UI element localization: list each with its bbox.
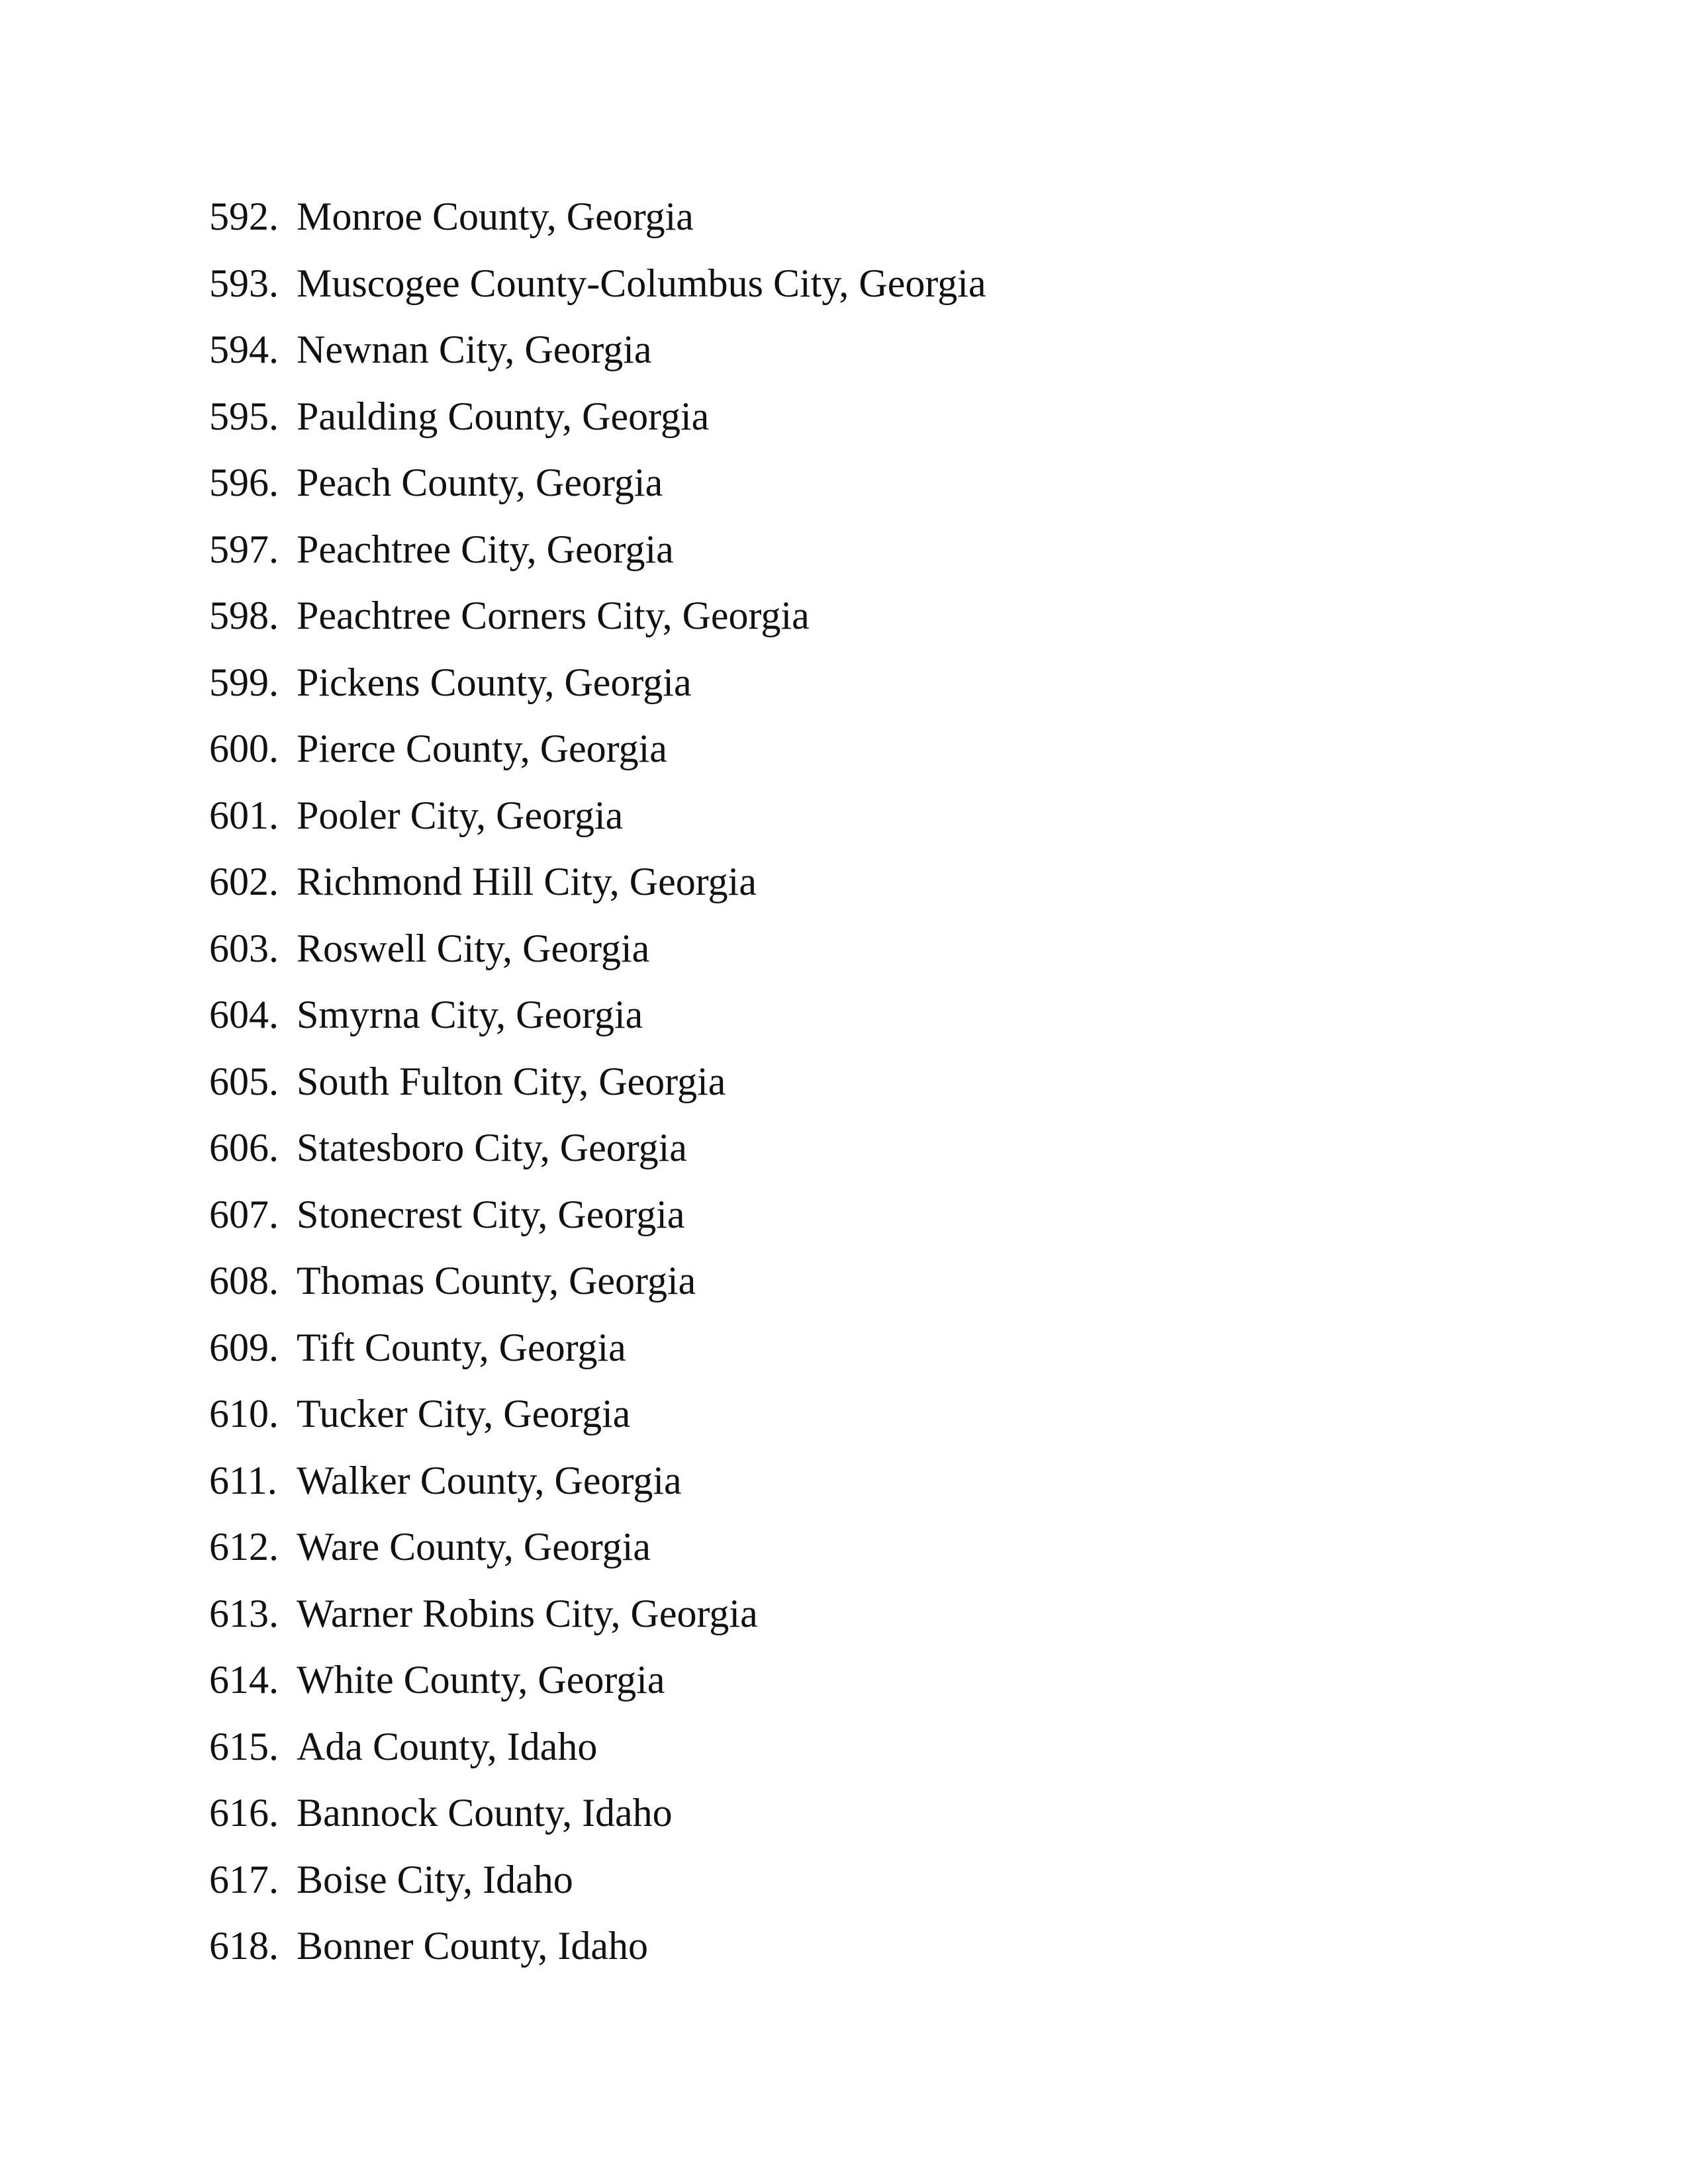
list-item bbox=[209, 462, 986, 529]
list-item bbox=[209, 1659, 986, 1726]
list-item bbox=[209, 861, 986, 928]
list-item-text: Ware County, Georgia bbox=[297, 1525, 651, 1569]
list-item-number: 599. bbox=[209, 660, 279, 704]
list-item-text: Newnan City, Georgia bbox=[297, 328, 652, 371]
list-item-text: South Fulton City, Georgia bbox=[297, 1059, 726, 1103]
list-item-number: 606. bbox=[209, 1126, 279, 1169]
list-item bbox=[209, 1792, 986, 1859]
list-item-text: Bannock County, Idaho bbox=[297, 1791, 673, 1835]
list-item bbox=[209, 1460, 986, 1527]
list-item-number: 595. bbox=[209, 394, 279, 438]
list-item-number: 618. bbox=[209, 1924, 279, 1968]
list-item-number: 613. bbox=[209, 1591, 279, 1635]
list-item-number: 593. bbox=[209, 261, 279, 305]
list-item-number: 600. bbox=[209, 727, 279, 770]
list-item-number: 604. bbox=[209, 993, 279, 1036]
list-item-number: 601. bbox=[209, 793, 279, 837]
list-item bbox=[209, 728, 986, 795]
list-item-text: Tucker City, Georgia bbox=[297, 1392, 631, 1435]
list-item-text: Richmond Hill City, Georgia bbox=[297, 860, 757, 903]
list-item-text: Peachtree City, Georgia bbox=[297, 527, 674, 571]
list-item bbox=[209, 396, 986, 463]
list-item-number: 617. bbox=[209, 1857, 279, 1901]
list-item-number: 603. bbox=[209, 926, 279, 970]
list-item-text: Bonner County, Idaho bbox=[297, 1924, 649, 1968]
list-item-text: Roswell City, Georgia bbox=[297, 926, 650, 970]
list-item bbox=[209, 1859, 986, 1926]
list-item-number: 598. bbox=[209, 594, 279, 637]
list-item-number: 609. bbox=[209, 1325, 279, 1369]
list-item-number: 612. bbox=[209, 1525, 279, 1569]
list-item bbox=[209, 329, 986, 396]
list-item-text: Smyrna City, Georgia bbox=[297, 993, 643, 1036]
list-item-text: Pierce County, Georgia bbox=[297, 727, 667, 770]
list-item bbox=[209, 994, 986, 1061]
list-item bbox=[209, 1726, 986, 1793]
list-item-text: Statesboro City, Georgia bbox=[297, 1126, 687, 1169]
list-item-number: 614. bbox=[209, 1658, 279, 1702]
list-item-text: Stonecrest City, Georgia bbox=[297, 1192, 685, 1236]
list-item-text: White County, Georgia bbox=[297, 1658, 665, 1702]
list-item-number: 608. bbox=[209, 1259, 279, 1302]
list-item bbox=[209, 529, 986, 596]
list-item-number: 596. bbox=[209, 461, 279, 504]
list-item bbox=[209, 595, 986, 662]
list-item-text: Thomas County, Georgia bbox=[297, 1259, 696, 1302]
list-item bbox=[209, 1127, 986, 1194]
list-item bbox=[209, 1593, 986, 1660]
list-item bbox=[209, 1061, 986, 1128]
list-item bbox=[209, 1327, 986, 1394]
list-item bbox=[209, 1260, 986, 1327]
list-item bbox=[209, 1925, 986, 1992]
list-item-number: 616. bbox=[209, 1791, 279, 1835]
list-item bbox=[209, 795, 986, 862]
list-item-text: Walker County, Georgia bbox=[297, 1458, 682, 1502]
list-item bbox=[209, 196, 986, 263]
list-item-number: 602. bbox=[209, 860, 279, 903]
list-item-number: 605. bbox=[209, 1059, 279, 1103]
list-item-number: 611. bbox=[209, 1458, 277, 1502]
list-item-number: 597. bbox=[209, 527, 279, 571]
list-item-number: 610. bbox=[209, 1392, 279, 1435]
list-item-text: Pickens County, Georgia bbox=[297, 660, 692, 704]
list-item-text: Muscogee County-Columbus City, Georgia bbox=[297, 261, 986, 305]
list-item-text: Warner Robins City, Georgia bbox=[297, 1591, 758, 1635]
list-item-text: Peachtree Corners City, Georgia bbox=[297, 594, 810, 637]
list-item-text: Paulding County, Georgia bbox=[297, 394, 710, 438]
list-item bbox=[209, 662, 986, 729]
list-item bbox=[209, 1526, 986, 1593]
list-item-text: Pooler City, Georgia bbox=[297, 793, 624, 837]
list-item bbox=[209, 263, 986, 330]
list-item-number: 594. bbox=[209, 328, 279, 371]
list-item-number: 592. bbox=[209, 195, 279, 238]
list-item-number: 607. bbox=[209, 1192, 279, 1236]
list-item-text: Ada County, Idaho bbox=[297, 1724, 598, 1768]
list-item bbox=[209, 1194, 986, 1261]
list-item bbox=[209, 928, 986, 995]
list-item-text: Boise City, Idaho bbox=[297, 1857, 573, 1901]
jurisdiction-list bbox=[209, 196, 986, 1992]
list-item-number: 615. bbox=[209, 1724, 279, 1768]
list-item-text: Monroe County, Georgia bbox=[297, 195, 694, 238]
list-item bbox=[209, 1393, 986, 1460]
list-item-text: Tift County, Georgia bbox=[297, 1325, 626, 1369]
list-item-text: Peach County, Georgia bbox=[297, 461, 663, 504]
